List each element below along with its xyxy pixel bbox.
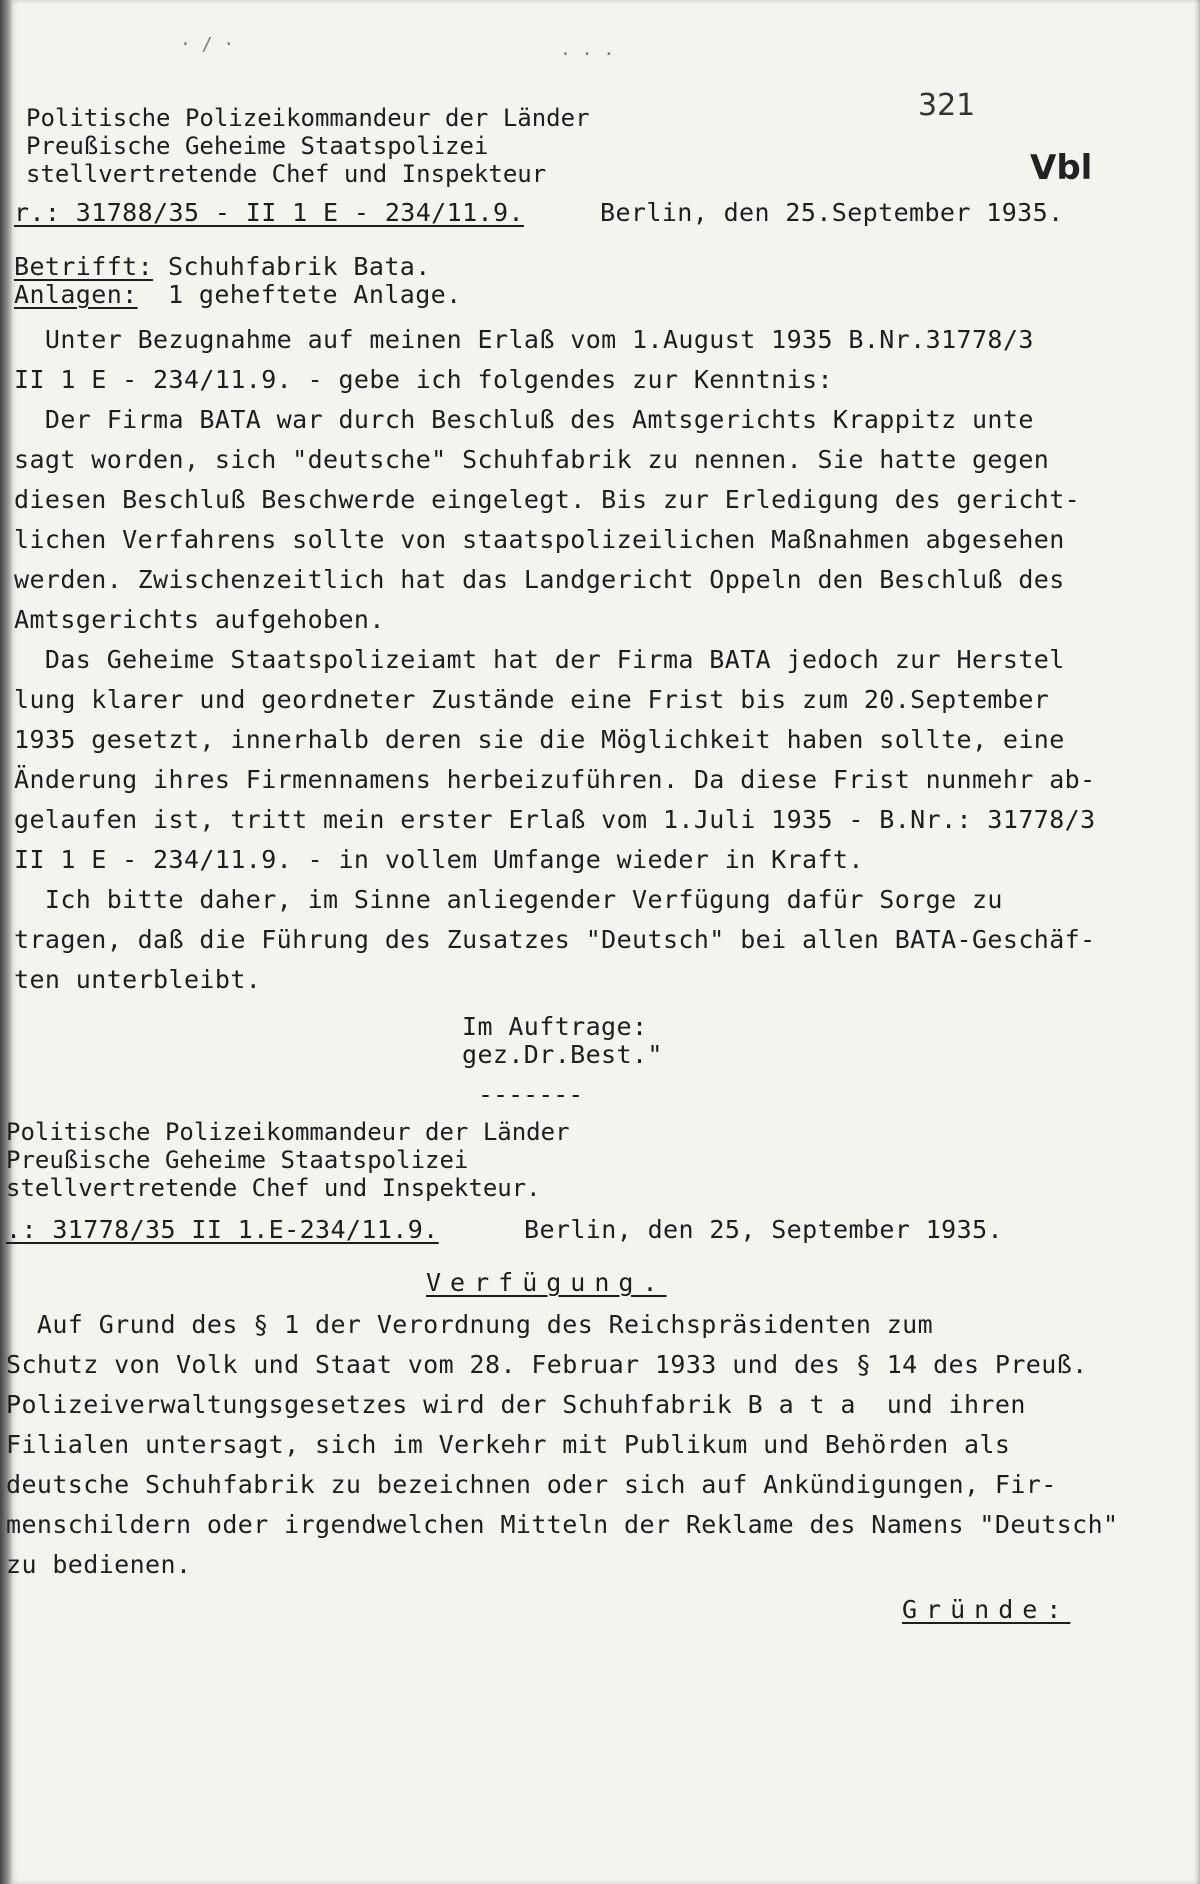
letter1-body-line: Änderung ihres Firmennamens herbeizuführen. Da diese Frist nunmehr ab- [14, 765, 1096, 794]
letter2-body-line: menschildern oder irgendwelchen Mitteln der Reklame des Namens "Deutsch" [6, 1510, 1119, 1539]
signature-line2: gez.Dr.Best." [462, 1040, 663, 1069]
scan-speck: · / · [180, 34, 235, 55]
letter1-body-line: Unter Bezugnahme auf meinen Erlaß vom 1.August 1935 B.Nr.31778/3 [14, 325, 1034, 354]
letter1-body-line: II 1 E - 234/11.9. - in vollem Umfange wieder in Kraft. [14, 845, 864, 874]
letter2-header-line1: Politische Polizeikommandeur der Länder [6, 1118, 570, 1146]
letter1-body-line: ten unterbleibt. [14, 965, 262, 994]
letter2-header-line2: Preußische Geheime Staatspolizei [6, 1146, 469, 1174]
subject-value: Schuhfabrik Bata. [168, 252, 431, 281]
folio-number: 321 [918, 88, 976, 123]
reasons-heading: Gründe: [902, 1595, 1071, 1624]
scan-binding-edge [0, 0, 12, 1884]
letter2-body-line: deutsche Schuhfabrik zu bezeichnen oder sich auf Ankündigungen, Fir- [6, 1470, 1057, 1499]
signature-line1: Im Auftrage: [462, 1012, 648, 1041]
separator: ------- [478, 1080, 584, 1109]
letter1-header-line1: Politische Polizeikommandeur der Länder [26, 104, 590, 132]
letter1-body-line: sagt worden, sich "deutsche" Schuhfabrik zu nennen. Sie hatte gegen [14, 445, 1050, 474]
letter1-body-line: lichen Verfahrens sollte von staatspolizeilichen Maßnahmen abgesehen [14, 525, 1065, 554]
enclosure-label: Anlagen: [14, 280, 138, 309]
letter2-body-line: Filialen untersagt, sich im Verkehr mit Publikum und Behörden als [6, 1430, 1011, 1459]
letter2-reference: .: 31778/35 II 1.E-234/11.9. [6, 1215, 439, 1244]
letter2-body-line: Schutz von Volk und Staat vom 28. Februar 1933 und des § 14 des Preuß. [6, 1350, 1088, 1379]
letter1-body-line: gelaufen ist, tritt mein erster Erlaß vom 1.Juli 1935 - B.Nr.: 31778/3 [14, 805, 1096, 834]
letter1-place-date: Berlin, den 25.September 1935. [600, 198, 1064, 227]
letter1-body-line: Der Firma BATA war durch Beschluß des Amtsgerichts Krappitz unte [14, 405, 1034, 434]
letter2-body-line: Auf Grund des § 1 der Verordnung des Reichspräsidenten zum [6, 1310, 934, 1339]
letter2-body-line: zu bedienen. [6, 1550, 192, 1579]
enclosure-value: 1 geheftete Anlage. [168, 280, 462, 309]
subject-label: Betrifft: [14, 252, 154, 281]
letter2-place-date: Berlin, den 25, September 1935. [524, 1215, 1003, 1244]
letter2-header-line3: stellvertretende Chef und Inspekteur. [6, 1174, 541, 1202]
letter1-body-line: II 1 E - 234/11.9. - gebe ich folgendes zur Kenntnis: [14, 365, 833, 394]
letter1-reference: r.: 31788/35 - II 1 E - 234/11.9. [14, 198, 524, 227]
letter1-header-line2: Preußische Geheime Staatspolizei [26, 132, 489, 160]
letter1-body-line: Das Geheime Staatspolizeiamt hat der Firma BATA jedoch zur Herstel [14, 645, 1065, 674]
letter1-body-line: diesen Beschluß Beschwerde eingelegt. Bis zur Erledigung des gericht- [14, 485, 1081, 514]
scan-speck: · · · [560, 44, 615, 65]
handwritten-mark: Vbl [1030, 148, 1093, 188]
letter1-header-line3: stellvertretende Chef und Inspekteur [26, 160, 547, 188]
letter1-body-line: lung klarer und geordneter Zustände eine Frist bis zum 20.September [14, 685, 1050, 714]
letter1-body-line: werden. Zwischenzeitlich hat das Landgericht Oppeln den Beschluß des [14, 565, 1065, 594]
decree-title: Verfügung. [426, 1268, 667, 1297]
letter1-body-line: tragen, daß die Führung des Zusatzes "Deutsch" bei allen BATA-Geschäf- [14, 925, 1096, 954]
letter1-body-line: Ich bitte daher, im Sinne anliegender Verfügung dafür Sorge zu [14, 885, 1003, 914]
letter1-body-line: Amtsgerichts aufgehoben. [14, 605, 385, 634]
letter2-body-line: Polizeiverwaltungsgesetzes wird der Schuhfabrik B a t a und ihren [6, 1390, 1026, 1419]
letter1-body-line: 1935 gesetzt, innerhalb deren sie die Möglichkeit haben sollte, eine [14, 725, 1065, 754]
